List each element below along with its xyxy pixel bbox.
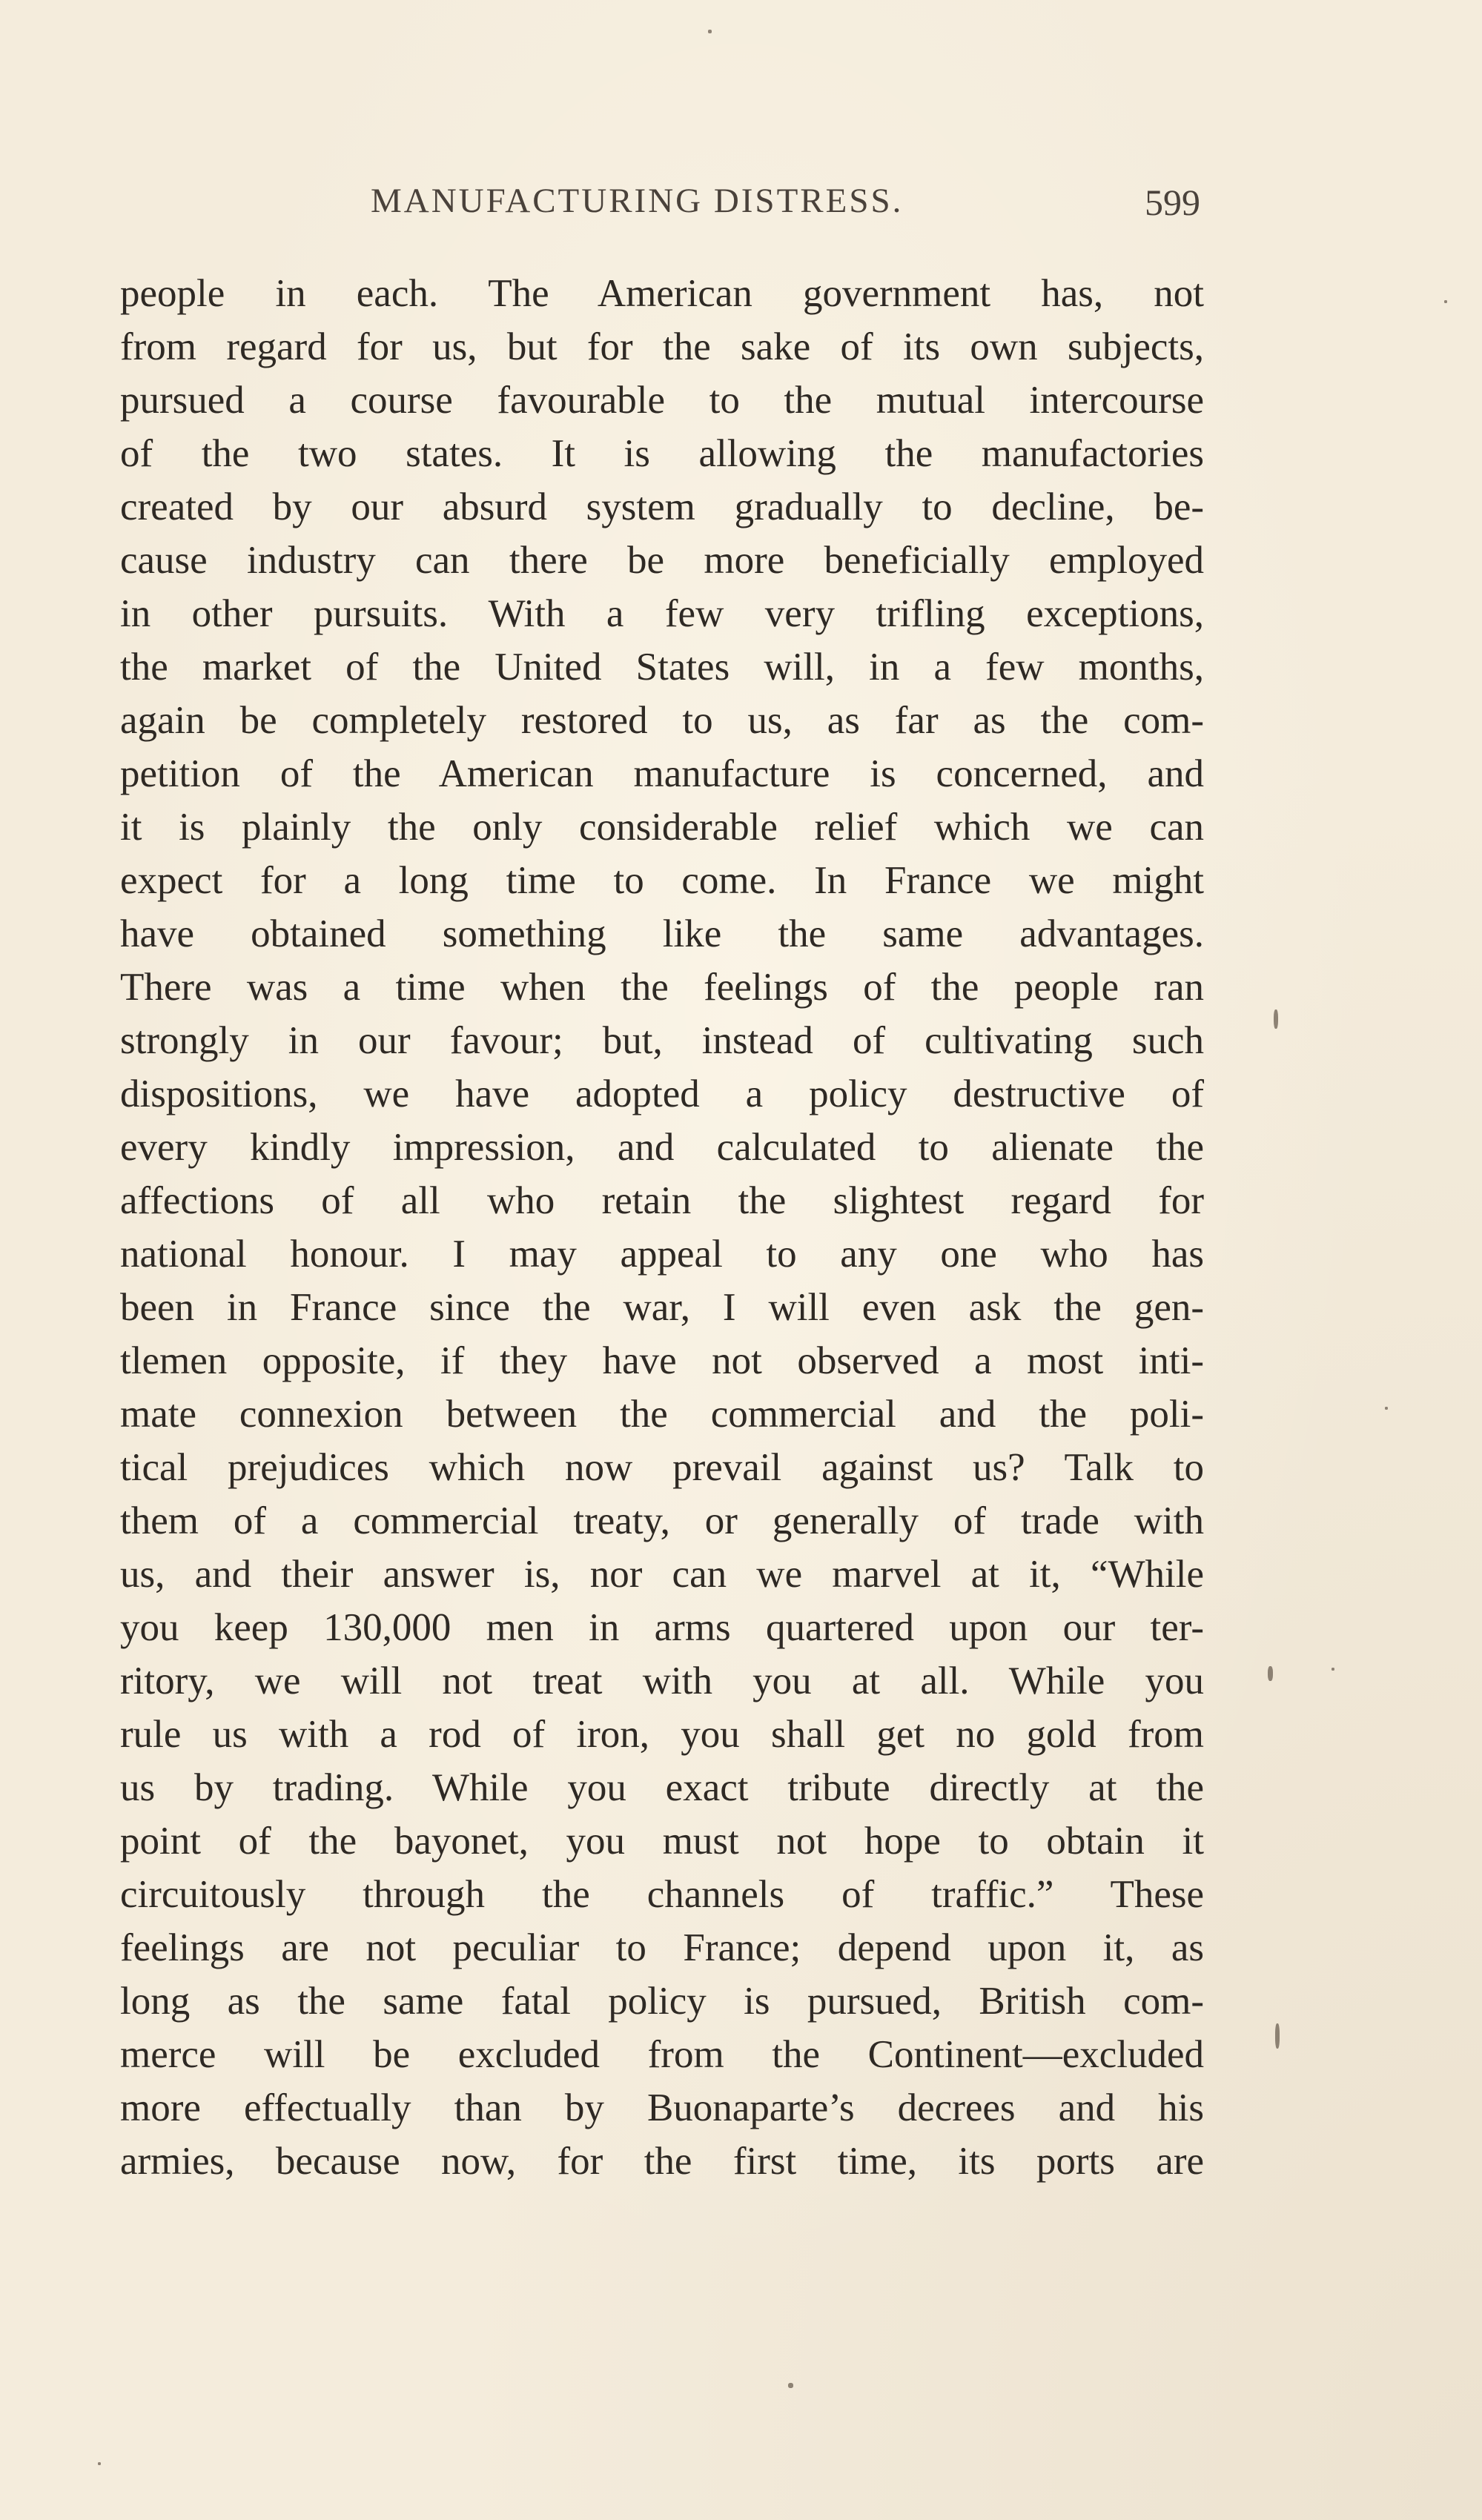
text-line: ritory, we will not treat with you at all. While you xyxy=(120,1659,1204,1702)
paper-speck xyxy=(1274,1009,1278,1029)
text-line: every kindly impression, and calculated to alienate the xyxy=(120,1126,1204,1169)
text-line: feelings are not peculiar to France; depend upon it, as xyxy=(120,1926,1204,1969)
body-text xyxy=(120,267,1204,2188)
text-line: it is plainly the only considerable relief which we can xyxy=(120,806,1204,849)
text-line: dispositions, we have adopted a policy destructive of xyxy=(120,1072,1204,1115)
paper-speck xyxy=(1275,2023,1280,2049)
text-line: them of a commercial treaty, or generally of trade with xyxy=(120,1499,1204,1542)
text-line: There was a time when the feelings of the people ran xyxy=(120,966,1204,1009)
text-line: pursued a course favourable to the mutual intercourse xyxy=(120,379,1204,422)
paper-speck xyxy=(708,30,712,33)
text-line: the market of the United States will, in a few months, xyxy=(120,646,1204,689)
text-line: point of the bayonet, you must not hope to obtain it xyxy=(120,1820,1204,1863)
page-number: 599 xyxy=(1145,182,1200,223)
text-line: long as the same fatal policy is pursued, British com- xyxy=(120,1980,1204,2023)
paper-speck xyxy=(1332,1668,1334,1671)
text-line: affections of all who retain the slightest regard for xyxy=(120,1179,1204,1222)
text-line: have obtained something like the same advantages. xyxy=(120,912,1204,955)
text-line: more effectually than by Buonaparte’s decrees and his xyxy=(120,2086,1204,2129)
text-line: armies, because now, for the first time, its ports are xyxy=(120,2140,1204,2183)
text-line: rule us with a rod of iron, you shall get no gold from xyxy=(120,1713,1204,1756)
text-line: us, and their answer is, nor can we marvel at it, “While xyxy=(120,1553,1204,1596)
text-line: merce will be excluded from the Continent—excluded xyxy=(120,2033,1204,2076)
text-line: tical prejudices which now prevail against us? Talk to xyxy=(120,1446,1204,1489)
text-line: from regard for us, but for the sake of its own subjects, xyxy=(120,325,1204,368)
paper-speck xyxy=(1385,1407,1388,1410)
paper-speck xyxy=(98,2462,101,2465)
text-line: tlemen opposite, if they have not observed a most inti- xyxy=(120,1339,1204,1382)
text-line: us by trading. While you exact tribute directly at the xyxy=(120,1766,1204,1809)
text-line: in other pursuits. With a few very trifling exceptions, xyxy=(120,592,1204,635)
text-line: circuitously through the channels of traffic.” These xyxy=(120,1873,1204,1916)
text-line: been in France since the war, I will even ask the gen- xyxy=(120,1286,1204,1329)
text-line: of the two states. It is allowing the manufactories xyxy=(120,432,1204,475)
text-line: again be completely restored to us, as far as the com- xyxy=(120,699,1204,742)
paper-speck xyxy=(1268,1666,1273,1681)
text-line: expect for a long time to come. In France we might xyxy=(120,859,1204,902)
text-line: mate connexion between the commercial and the poli- xyxy=(120,1393,1204,1436)
text-line: national honour. I may appeal to any one who has xyxy=(120,1233,1204,1276)
text-line: people in each. The American government has, not xyxy=(120,272,1204,315)
text-line: you keep 130,000 men in arms quartered upon our ter- xyxy=(120,1606,1204,1649)
text-line: strongly in our favour; but, instead of cultivating such xyxy=(120,1019,1204,1062)
paper-speck xyxy=(1444,300,1447,303)
text-line: petition of the American manufacture is concerned, and xyxy=(120,752,1204,795)
running-head: MANUFACTURING DISTRESS. xyxy=(371,182,904,220)
paper-speck xyxy=(788,2383,793,2388)
text-line: created by our absurd system gradually to decline, be- xyxy=(120,485,1204,528)
text-line: cause industry can there be more beneficially employed xyxy=(120,539,1204,582)
